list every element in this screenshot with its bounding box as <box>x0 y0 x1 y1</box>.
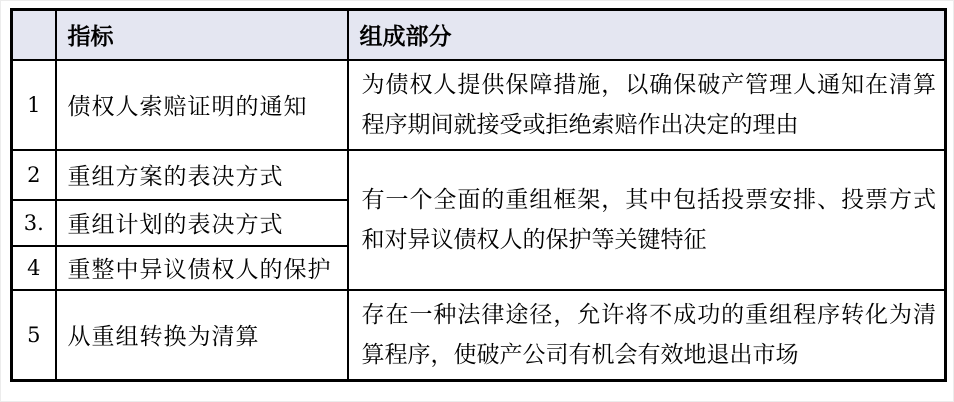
row-number: 2 <box>12 150 56 200</box>
component-cell: 存在一种法律途径，允许将不成功的重组程序转化为清算程序，使破产公司有机会有效地退出市场 <box>348 290 946 381</box>
table-row-5 <box>12 290 946 381</box>
row-number: 4 <box>12 246 56 290</box>
row-number: 3. <box>12 200 56 246</box>
row-number: 1 <box>12 60 56 150</box>
header-row <box>12 10 946 60</box>
indicators-table <box>10 8 947 382</box>
indicator-cell: 重组计划的表决方式 <box>56 200 348 246</box>
header-component-cell: 组成部分 <box>348 10 946 60</box>
table-row-2 <box>12 150 946 200</box>
header-number-cell <box>12 10 56 60</box>
component-cell-merged: 有一个全面的重组框架，其中包括投票安排、投票方式和对异议债权人的保护等关键特征 <box>348 150 946 290</box>
indicator-cell: 债权人索赔证明的通知 <box>56 60 348 150</box>
table-row-1 <box>12 60 946 150</box>
indicator-cell: 重组方案的表决方式 <box>56 150 348 200</box>
indicator-cell: 重整中异议债权人的保护 <box>56 246 348 290</box>
header-indicator-cell: 指标 <box>56 10 348 60</box>
row-number: 5 <box>12 290 56 381</box>
component-cell: 为债权人提供保障措施，以确保破产管理人通知在清算程序期间就接受或拒绝索赔作出决定的理由 <box>348 60 946 150</box>
indicator-cell: 从重组转换为清算 <box>56 290 348 381</box>
